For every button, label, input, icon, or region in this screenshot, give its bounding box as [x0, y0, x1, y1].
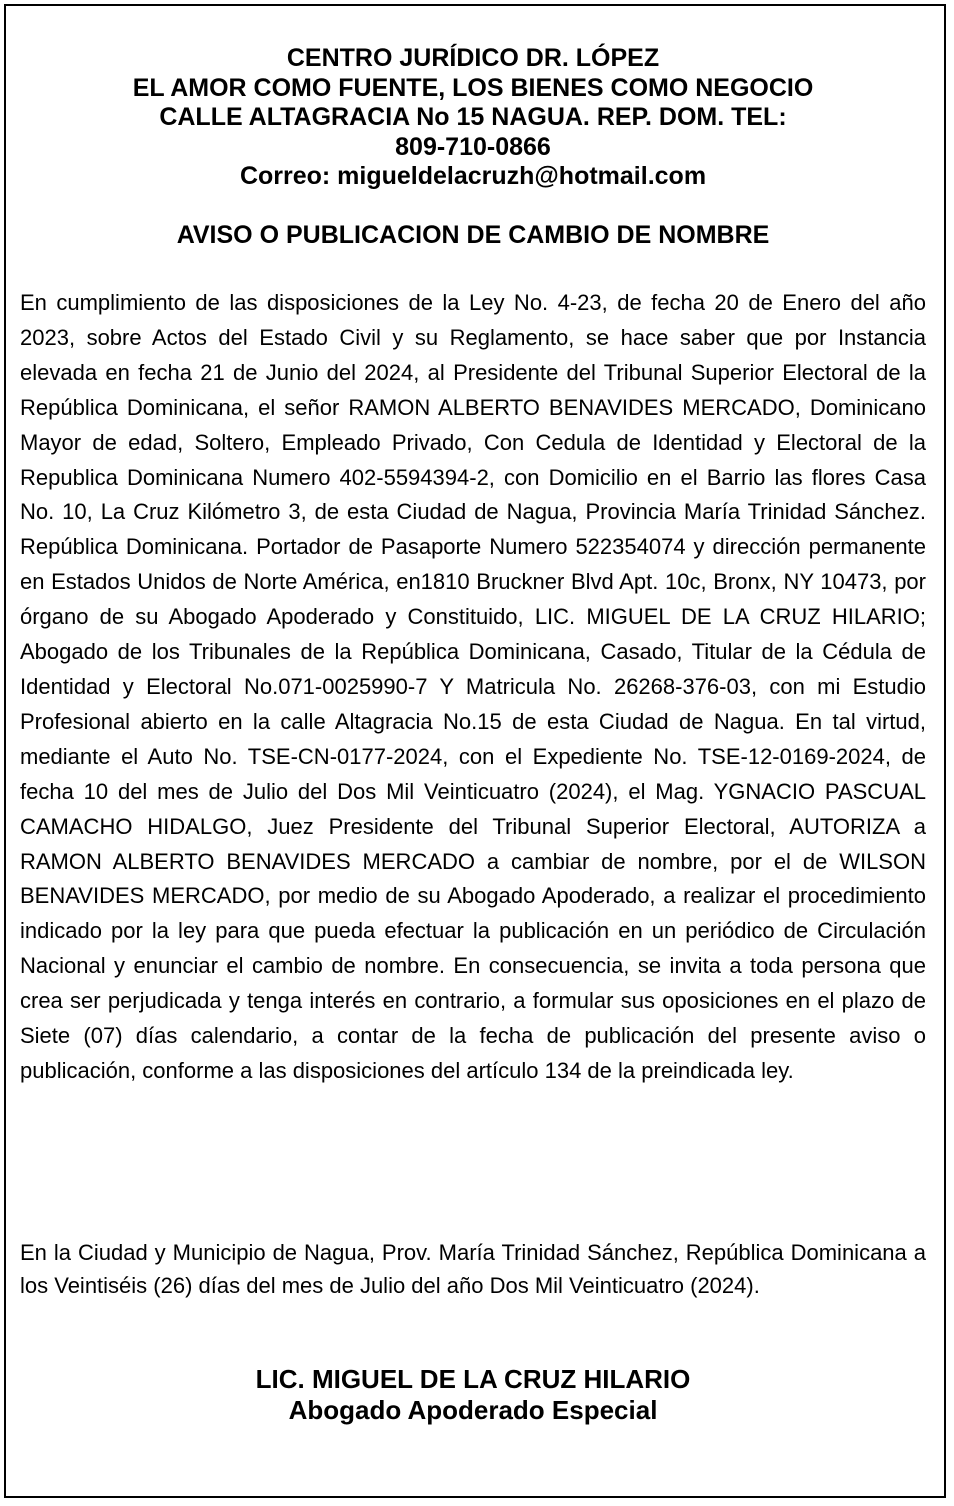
signatory-name: LIC. MIGUEL DE LA CRUZ HILARIO	[255, 1364, 691, 1394]
firm-phone: 809-710-0866	[395, 132, 551, 161]
signatory-role: Abogado Apoderado Especial	[288, 1395, 658, 1425]
firm-address: CALLE ALTAGRACIA No 15 NAGUA. REP. DOM. TEL:	[159, 103, 787, 131]
signature-block	[20, 1364, 926, 1426]
firm-name: CENTRO JURÍDICO DR. LÓPEZ	[286, 44, 660, 72]
notice-body: En cumplimiento de las disposiciones de la Ley No. 4-23, de fecha 20 de Enero del año 2023, sobre Actos del Estado Civil y su Reglamento, se hace saber que por Instancia elevada en fecha 21 de Junio del 2024, al Presidente del Tribunal Superior Electoral de la República Dominicana, el señor RAMON ALBERTO BENAVIDES MERCADO, Dominicano Mayor de edad, Soltero, Empleado Privado, Con Cedula de Identidad y Electoral de la Republica Dominicana Numero 402-5594394-2, con Domicilio en el Barrio las flores Casa No. 10, La Cruz Kilómetro 3, de esta Ciudad de Nagua, Provincia María Trinidad Sánchez. República Dominicana. Portador de Pasaporte Numero 522354074 y dirección permanente en Estados Unidos de Norte América, en1810 Bruckner Blvd Apt. 10c, Bronx, NY 10473, por órgano de su Abogado Apoderado y Constituido, LIC. MIGUEL DE LA CRUZ HILARIO; Abogado de los Tribunales de la República Dominicana, Casado, Titular de la Cédula de Identidad y Electoral No.071-0025990-7 Y Matricula No. 26268-376-03, con mi Estudio Profesional abierto en la calle Altagracia No.15 de esta Ciudad de Nagua. En tal virtud, mediante el Auto No. TSE-CN-0177-2024, con el Expediente No. TSE-12-0169-2024, de fecha 10 del mes de Julio del Dos Mil Veinticuatro (2024), el Mag. YGNACIO PASCUAL CAMACHO HIDALGO, Juez Presidente del Tribunal Superior Electoral, AUTORIZA a RAMON ALBERTO BENAVIDES MERCADO a cambiar de nombre, por el de WILSON BENAVIDES MERCADO, por medio de su Abogado Apoderado, a realizar el procedimiento indicado por la ley para que pueda efectuar la publicación en un periódico de Circulación Nacional y enunciar el cambio de nombre. En consecuencia, se invita a toda persona que crea ser perjudicada y tenga interés en contrario, a formular sus oposiciones en el plazo de Siete (07) días calendario, a contar de la fecha de publicación del presente aviso o publicación, conforme a las disposiciones del artículo 134 de la preindicada ley.	[20, 290, 926, 1083]
firm-email: Correo: migueldelacruzh@hotmail.com	[239, 162, 707, 190]
letterhead	[20, 44, 926, 192]
notice-closing: En la Ciudad y Municipio de Nagua, Prov. María Trinidad Sánchez, República Dominicana a los Veintiséis (26) días del mes de Julio del año Dos Mil Veinticuatro (2024).	[20, 1240, 926, 1298]
firm-motto: EL AMOR COMO FUENTE, LOS BIENES COMO NEGOCIO	[132, 73, 814, 102]
notice-title: AVISO O PUBLICACION DE CAMBIO DE NOMBRE	[176, 221, 770, 249]
